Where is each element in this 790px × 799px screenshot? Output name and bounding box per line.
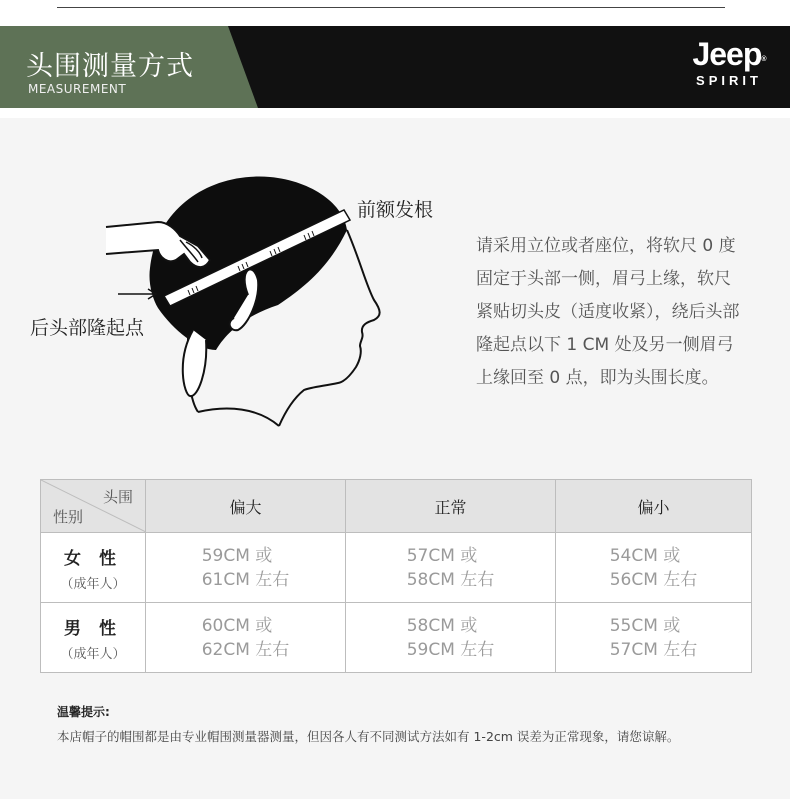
instruction-line: 隆起点以下 1 CM 处及另一侧眉弓 — [476, 335, 734, 355]
cell-line: 56CM 左右 — [609, 569, 698, 590]
row-header-male — [41, 603, 146, 673]
top-rule — [57, 7, 725, 8]
hair-tie — [183, 330, 206, 396]
table-cell — [146, 603, 346, 673]
instruction-line: 请采用立位或者座位，将软尺 0 度 — [476, 236, 736, 256]
corner-label-gender: 性别 — [53, 508, 84, 526]
cell-line: 57CM 左右 — [609, 639, 698, 660]
brand-name: Jeep — [692, 36, 762, 72]
table-header-row — [41, 480, 752, 533]
label-back-point: 后头部隆起点 — [30, 317, 145, 339]
cell-line: 58CM 左右 — [406, 569, 495, 590]
brand-subname: SPIRIT — [696, 73, 762, 88]
size-table — [40, 479, 752, 673]
gender-label: 男 性 — [64, 618, 122, 639]
label-front-hairline: 前额发根 — [357, 199, 434, 221]
adult-note: （成年人） — [60, 646, 126, 662]
table-cell — [346, 603, 556, 673]
cell-line: 58CM 或 — [406, 615, 478, 636]
column-header: 偏大 — [146, 480, 346, 533]
adult-note: （成年人） — [60, 576, 126, 592]
head-measurement-illustration — [98, 150, 398, 435]
row-header-female — [41, 533, 146, 603]
table-cell — [556, 533, 752, 603]
brand-registered-mark: ® — [761, 56, 766, 63]
cell-line: 61CM 左右 — [201, 569, 290, 590]
cell-line: 57CM 或 — [406, 545, 478, 566]
page-title: 头围测量方式 — [26, 51, 194, 82]
table-corner-cell — [41, 480, 146, 533]
gender-label: 女 性 — [64, 548, 122, 569]
instruction-line: 固定于头部一侧，眉弓上缘，软尺 — [476, 269, 731, 289]
cell-line: 59CM 左右 — [406, 639, 495, 660]
header-banner — [0, 26, 790, 108]
cell-line: 62CM 左右 — [201, 639, 290, 660]
table-row — [41, 603, 752, 673]
instruction-line: 紧贴切头皮（适度收紧），绕后头部 — [476, 302, 740, 322]
instructions — [476, 230, 766, 395]
column-header: 偏小 — [556, 480, 752, 533]
tips-text: 本店帽子的帽围都是由专业帽围测量器测量，但因各人有不同测试方法如有 1-2cm 误差为正常现象，请您谅解。 — [57, 729, 680, 744]
tips-title: 温馨提示: — [57, 705, 110, 719]
brand-logo — [684, 34, 774, 88]
page-subtitle: MEASUREMENT — [28, 82, 127, 96]
column-header: 正常 — [346, 480, 556, 533]
banner-gap — [0, 108, 790, 118]
top-margin — [0, 0, 790, 26]
instruction-line: 上缘回至 0 点，即为头围长度。 — [476, 368, 719, 388]
cell-line: 60CM 或 — [201, 615, 273, 636]
table-cell — [346, 533, 556, 603]
cell-line: 54CM 或 — [609, 545, 681, 566]
table-cell — [556, 603, 752, 673]
table-cell — [146, 533, 346, 603]
table-row — [41, 533, 752, 603]
corner-label-headsize: 头围 — [102, 488, 133, 506]
cell-line: 55CM 或 — [609, 615, 681, 636]
cell-line: 59CM 或 — [201, 545, 273, 566]
